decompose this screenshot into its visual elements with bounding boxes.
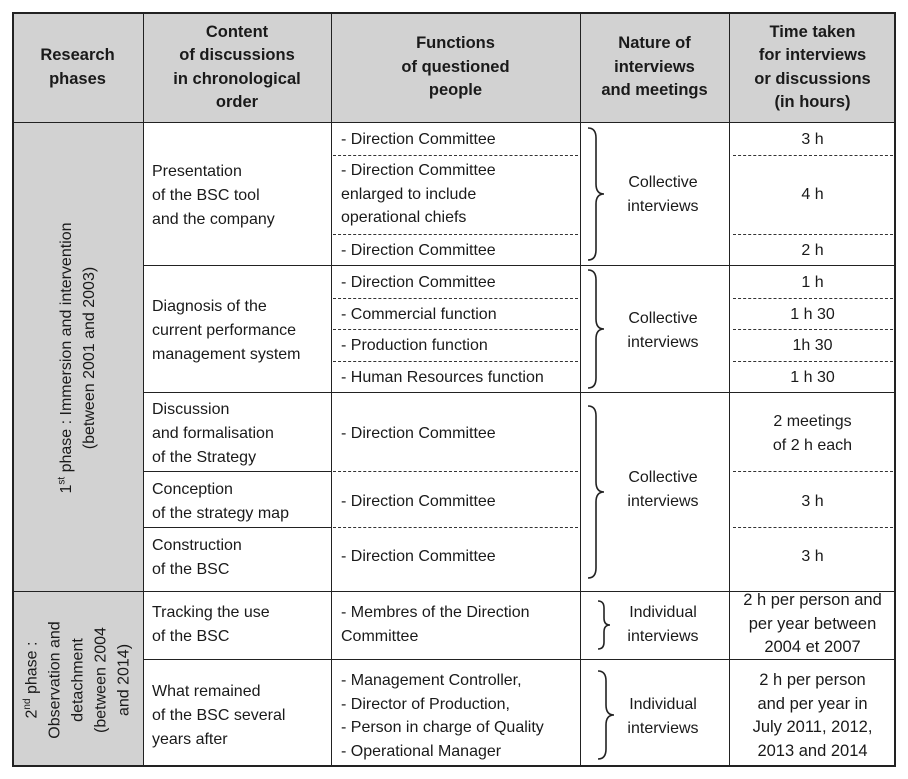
header-research-phases: Research phases [12,12,143,123]
time-row-8: 2 meetings of 2 h each [772,413,853,454]
brace-group-3 [586,404,608,580]
brace-group-5 [596,669,618,761]
time-row-6: 1h 30 [792,337,833,354]
function-row-8: - Direction Committee [341,425,496,442]
phase-1-cell [12,123,143,592]
function-row-4: - Direction Committee [341,274,496,291]
nature-group-3: Collective interviews [627,469,699,510]
time-row-11: 2 h per person and per year between 2004 et 2007 [743,591,882,656]
phase-2-label: 2nd phase : Observation and detachment (between 2004 and 2014) [21,620,132,739]
time-row-12: 2 h per person and per year in July 2011, 2012, 2013 and 2014 [752,671,873,760]
phase-1-label: 1st phase : Immersion and intervention (between 2001 and 2003) [56,221,98,494]
time-row-1: 3 h [801,131,824,148]
time-row-9: 3 h [801,493,824,510]
brace-group-2 [586,268,608,390]
content-conception: Conception of the strategy map [152,481,289,522]
time-row-10: 3 h [801,548,824,565]
function-row-11: - Membres of the Direction Committee [341,604,530,645]
function-row-3: - Direction Committee [341,242,496,259]
function-row-5: - Commercial function [341,306,497,323]
function-row-10: - Direction Committee [341,548,496,565]
content-diagnosis: Diagnosis of the current performance management system [152,298,301,363]
header-content: Content of discussions in chronological order [143,12,331,123]
research-phases-table [12,12,896,767]
function-row-2: - Direction Committee enlarged to include operational chiefs [341,162,496,226]
nature-group-2: Collective interviews [627,310,699,351]
nature-group-5: Individual interviews [627,696,699,737]
content-what-remained: What remained of the BSC several years after [152,683,286,748]
function-row-7: - Human Resources function [341,369,544,386]
header-functions: Functions of questioned people [331,12,580,123]
content-construction: Construction of the BSC [152,537,242,578]
nature-group-4: Individual interviews [627,604,699,645]
content-presentation: Presentation of the BSC tool and the company [152,163,275,228]
brace-group-4 [596,599,612,651]
time-row-5: 1 h 30 [790,306,835,323]
time-row-7: 1 h 30 [790,369,835,386]
brace-group-1 [586,126,608,262]
time-row-3: 2 h [801,242,824,259]
time-row-2: 4 h [801,186,824,203]
content-discussion: Discussion and formalisation of the Strategy [152,401,274,466]
header-nature: Nature of interviews and meetings [580,12,729,123]
time-row-4: 1 h [801,274,824,291]
nature-group-1: Collective interviews [627,174,699,215]
function-row-12: - Management Controller, - Director of Production, - Person in charge of Quality - Operational Manager [341,672,544,760]
content-tracking: Tracking the use of the BSC [152,604,270,645]
header-time: Time taken for interviews or discussions (in hours) [729,12,896,123]
function-row-6: - Production function [341,337,488,354]
function-row-9: - Direction Committee [341,493,496,510]
function-row-1: - Direction Committee [341,131,496,148]
phase-2-cell [12,592,143,767]
